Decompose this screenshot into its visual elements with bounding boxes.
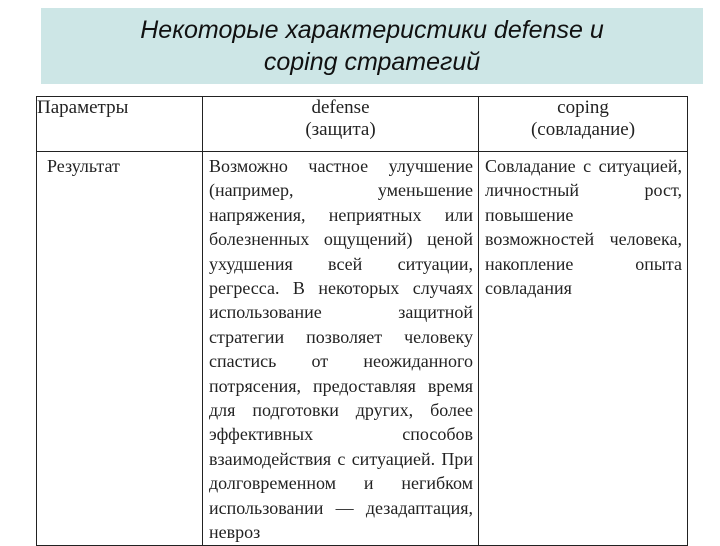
header-defense: [203, 97, 479, 152]
row-defense-cell: [203, 152, 479, 546]
comparison-table: [36, 96, 688, 546]
title-line-2: coping стратегий: [263, 48, 481, 76]
header-defense-term: defense: [311, 97, 370, 118]
header-coping: [479, 97, 688, 152]
header-defense-translation: (защита): [305, 119, 376, 140]
slide-title: [41, 8, 703, 84]
row-parameter-cell: [37, 152, 203, 546]
row-coping-cell: [479, 152, 688, 546]
header-coping-term: coping: [557, 97, 609, 118]
table-header-row: [37, 97, 688, 152]
title-line-1: Некоторые характеристики defense и: [140, 16, 604, 44]
header-parameters: Параметры: [37, 97, 203, 152]
row-coping-text: Совладание с ситуацией, личностный рост, повышение возможностей человека, накопление опыта совладания: [485, 156, 682, 299]
row-parameter-label: Результат: [47, 156, 120, 176]
header-coping-translation: (совладание): [530, 119, 636, 140]
row-defense-text: Возможно частное улучшение (например, уменьшение напряжения, неприятных или болезненных ощущений) ценой ухудшения всей ситуации, регресса. В некоторых случаях использование защитной стратегии позволяет человеку спастись от неожиданного потрясения, предоставляя время для подготовки других, более эффективных способов взаимодействия с ситуацией. При долговременном и негибком использовании — дезадаптация, невроз: [209, 156, 473, 543]
table-row: [37, 152, 688, 546]
